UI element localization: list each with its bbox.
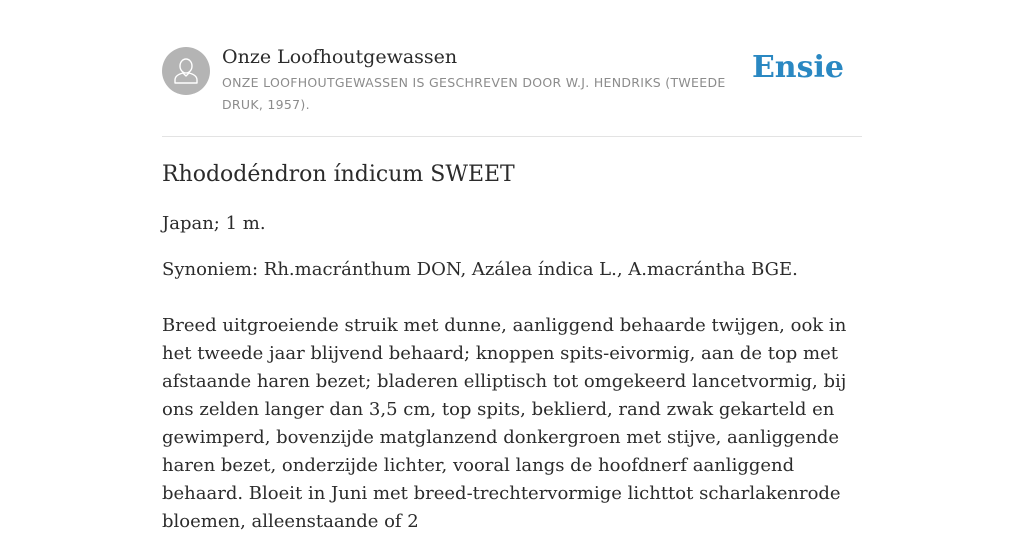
book-description: ONZE LOOFHOUTGEWASSEN IS GESCHREVEN DOOR W.J. HENDRIKS (TWEEDE DRUK, 1957). bbox=[222, 75, 726, 112]
entry-title: Rhododéndron índicum SWEET bbox=[162, 162, 515, 187]
ensie-logo-link[interactable]: Ensie bbox=[751, 50, 844, 85]
entry-synonyms: Synoniem: Rh.macránthum DON, Azálea índica L., A.macrántha BGE. bbox=[162, 259, 798, 280]
user-placeholder-icon bbox=[162, 47, 210, 95]
entry-content bbox=[162, 158, 862, 536]
book-header bbox=[162, 44, 862, 137]
entry-origin: Japan; 1 m. bbox=[162, 213, 266, 234]
book-title: Onze Loofhoutgewassen bbox=[222, 46, 458, 68]
entry-description: Breed uitgroeiende struik met dunne, aanliggend behaarde twijgen, ook in het tweede jaar blijvend behaard; knoppen spits-eivormig, aan de top met afstaande haren bezet; bladeren elliptisch tot omgekeerd lancetvormig, bij ons zelden langer dan 3,5 cm, top spits, beklierd, rand zwak gekarteld en gewimperd, bovenzijde matglanzend donkergroen met stijve, aanliggende haren bezet, onderzijde lichter, vooral langs de hoofdnerf aanliggend behaard. Bloeit in Juni met breed-trechtervormige lichttot scharlakenrode bloemen, alleenstaande of 2 bbox=[162, 315, 847, 532]
